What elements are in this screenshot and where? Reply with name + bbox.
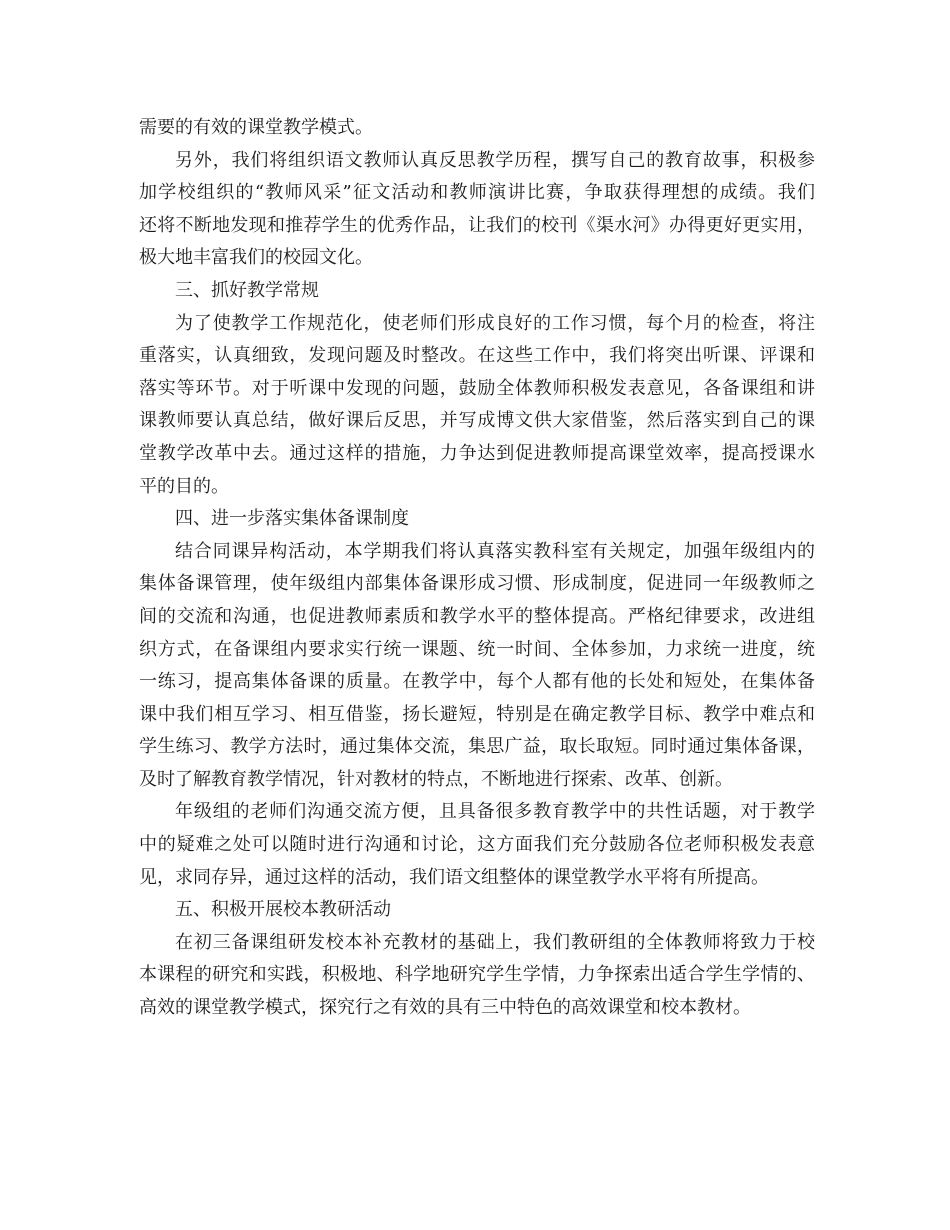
text-line: 学生练习、教学方法时，通过集体交流，集思广益，取长取短。同时通过集体备课， (139, 736, 815, 758)
text-line: 一练习，提高集体备课的质量。在教学中，每个人都有他的长处和短处，在集体备 (139, 671, 815, 693)
section-heading: 四、进一步落实集体备课制度 (175, 508, 409, 530)
text-line: 中的疑难之处可以随时进行沟通和讨论，这方面我们充分鼓励各位老师积极发表意 (139, 834, 815, 856)
text-line: 本课程的研究和实践，积极地、科学地研究学生学情，力争探索出适合学生学情的、 (139, 964, 815, 986)
text-line: 集体备课管理，使年级组内部集体备课形成习惯、形成制度，促进同一年级教师之 (139, 573, 815, 595)
text-line: 重落实，认真细致，发现问题及时整改。在这些工作中，我们将突出听课、评课和 (139, 345, 815, 367)
text-line: 高效的课堂教学模式，探究行之有效的具有三中特色的高效课堂和校本教材。 (139, 997, 751, 1019)
text-line: 堂教学改革中去。通过这样的措施，力争达到促进教师提高课堂效率，提高授课水 (139, 442, 815, 464)
paragraph-first-line: 为了使教学工作规范化，使老师们形成良好的工作习惯，每个月的检查，将注 (175, 312, 815, 334)
section-heading: 三、抓好教学常规 (175, 279, 319, 301)
paragraph-first-line: 在初三备课组研发校本补充教材的基础上，我们教研组的全体教师将致力于校 (175, 931, 815, 953)
text-line: 见，求同存异，通过这样的活动，我们语文组整体的课堂教学水平将有所提高。 (139, 866, 769, 888)
text-line: 还将不断地发现和推荐学生的优秀作品，让我们的校刊《渠水河》办得更好更实用， (139, 214, 815, 236)
section-heading: 五、积极开展校本教研活动 (175, 899, 391, 921)
text-line: 间的交流和沟通，也促进教师素质和教学水平的整体提高。严格纪律要求，改进组 (139, 605, 815, 627)
text-line: 需要的有效的课堂教学模式。 (139, 117, 373, 138)
paragraph-first-line: 另外，我们将组织语文教师认真反思教学历程，撰写自己的教育故事，积极参 (175, 149, 815, 171)
text-line: 及时了解教育教学情况，针对教材的特点，不断地进行探索、改革、创新。 (139, 768, 733, 790)
paragraph-first-line: 年级组的老师们沟通交流方便，且具备很多教育教学中的共性话题，对于教学 (175, 801, 815, 823)
text-line: 加学校组织的“教师风采”征文活动和教师演讲比赛，争取获得理想的成绩。我们 (139, 182, 815, 204)
text-line: 落实等环节。对于听课中发现的问题，鼓励全体教师积极发表意见，各备课组和讲 (139, 377, 815, 399)
document-body (139, 112, 815, 1025)
text-line: 课教师要认真总结，做好课后反思，并写成博文供大家借鉴，然后落实到自己的课 (139, 410, 815, 432)
text-line: 织方式，在备课组内要求实行统一课题、统一时间、全体参加，力求统一进度，统 (139, 638, 815, 660)
paragraph-first-line: 结合同课异构活动，本学期我们将认真落实教科室有关规定，加强年级组内的 (175, 540, 815, 562)
text-line: 课中我们相互学习、相互借鉴，扬长避短，特别是在确定教学目标、教学中难点和 (139, 703, 815, 725)
text-line: 平的目的。 (139, 475, 229, 497)
text-line: 极大地丰富我们的校园文化。 (139, 247, 373, 269)
